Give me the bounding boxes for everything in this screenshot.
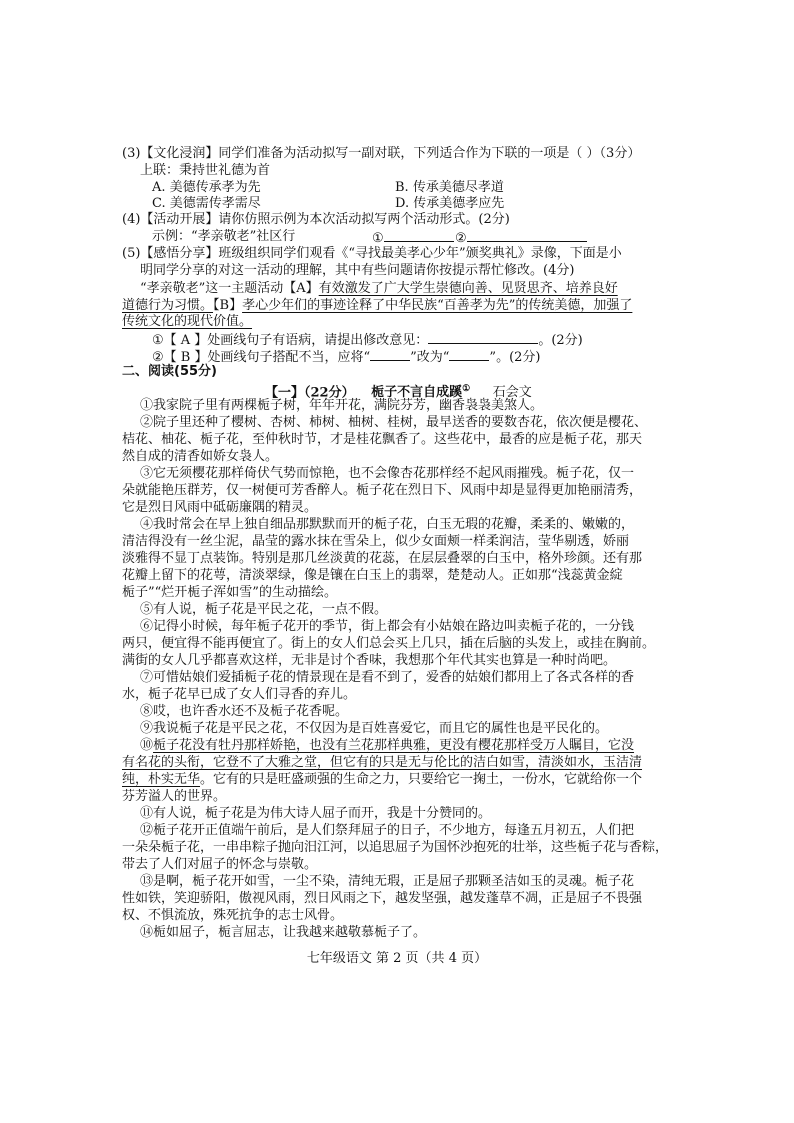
para-line: ⑨我说栀子花是平民之花，不仅因为是百姓喜爱它，而且它的属性也是平民化的。	[140, 721, 609, 736]
q5-sub2-score: ”。(2分)	[489, 350, 541, 365]
q3-upper-couplet: 上联：秉持世礼德为首	[140, 163, 271, 178]
q5-sub1-score: 。(2分)	[538, 333, 583, 348]
q3-option-c: C. 美德需传孝需尽	[152, 196, 261, 211]
section-reading-heading: 二、阅读(55分)	[122, 364, 217, 379]
q4-blank-2-label: ②	[455, 231, 467, 246]
q3-stem: (3)【文化浸润】同学们准备为活动拟写一副对联，下列适合作为下联的一项是（ ）（3分）	[122, 146, 641, 161]
q5-passage-line2	[122, 298, 632, 314]
para-line: ⑪有人说，栀子花是为伟大诗人屈子而开，我是十分赞同的。	[140, 806, 492, 821]
para-line: 朵就能艳压群芳，仅一树便可芳香醉人。栀子花在烈日下、风雨中却是显得更加艳丽清秀，	[122, 483, 643, 498]
para-line: 带去了人们对屈子的怀念与崇敬。	[122, 857, 318, 872]
q5-sentence-a: 有效激发了广大学生崇德向善、见贤思齐、培养良好	[318, 281, 618, 296]
q5-passage-line3: 传统文化的现代价值。	[122, 314, 253, 329]
reading-title: 栀子不言自成蹊	[371, 385, 463, 401]
para-line: ②院子里还种了樱树、杏树、柿树、柚树、桂树，最早送香的要数杏花，依次便是樱花、	[140, 415, 648, 430]
q5-marker-b: 【B】	[213, 298, 243, 313]
para-line: 性如铁，笑迎骄阳，傲视风雨，烈日风雨之下，越发坚强，越发蓬草不凋，正是屈子不畏强	[122, 891, 643, 906]
reading-author: 石会文	[492, 385, 532, 401]
para-line: 清洁得没有一丝尘泥，晶莹的露水抹在雪朵上，似少女面颊一样柔润洁，莹华剔透，娇丽	[122, 534, 630, 549]
q3-option-b: B. 传承美德尽孝道	[395, 180, 504, 195]
q4-example: 示例：“孝亲敬老”社区行	[152, 229, 296, 244]
q5-sub2-mid: ”改为“	[410, 350, 450, 365]
q5-sentence-b: 孝心少年们的事迹诠释了中华民族“百善孝为先”的传统美德，加强了	[242, 298, 633, 313]
para10-rest: 。它有的只是旺盛顽强的生命之力，只要给它一掬土，一份水，它就给你一个	[200, 772, 643, 787]
para-line: 一朵朵栀子花，一串串粽子抛向汨江河，以追思屈子为国怀沙抱死的壮举，这些栀子花与香粽，	[122, 840, 669, 855]
para-line: ④我时常会在早上独自细品那默默而开的栀子花，白玉无瑕的花瓣，柔柔的、嫩嫩的，	[140, 517, 635, 532]
page-footer: 七年级语文 第 2 页（共 4 页）	[306, 951, 488, 966]
para-line: 两只，便宜得不能再便宜了。街上的女人们总会买上几只，插在后脑的头发上，或挂在胸前。	[122, 636, 656, 651]
q3-option-d: D. 传承美德孝应先	[395, 196, 505, 211]
para-line: 权、不惧流放，殊死抗争的志士风骨。	[122, 908, 344, 923]
para-line: ⑤有人说，栀子花是平民之花，一点不假。	[140, 602, 388, 617]
para-line: ⑥记得小时候，每年栀子花开的季节，街上都会有小姑娘在路边叫卖栀子花的，一分钱	[140, 619, 635, 634]
para-line: ⑫栀子花开正值端午前后，是人们祭拜屈子的日子，不少地方，每逢五月初五，人们把	[140, 823, 635, 838]
para-line: 满街的女人几乎都喜欢这样，无非是讨个香味，我想那个年代其实也算是一种时尚吧。	[122, 653, 617, 668]
q4-blank-1[interactable]	[372, 229, 454, 247]
q4-blank-1-label: ①	[372, 231, 384, 246]
para-line: 淡雅得不显丁点装饰。特别是那几丝淡黄的花蕊，在层层叠翠的白玉中，格外珍颜。还有那	[122, 551, 643, 566]
para-line: 水，栀子花早已成了女人们寻香的弃儿。	[122, 687, 357, 702]
q5-sub2-answer-line-1[interactable]	[370, 348, 410, 361]
para-line: ⑧哎，也许香水还不及栀子花香呢。	[140, 704, 349, 719]
q5-passage-line1	[140, 281, 618, 297]
q5-marker-a-text: “孝亲敬老”这一主题活动【A】	[140, 281, 319, 296]
para10-number: ⑩	[140, 738, 154, 753]
para-line: 它是烈日风雨中砥砺廉隅的精灵。	[122, 500, 318, 515]
para-line: 桔花、柚花、栀子花，至仲秋时节，才是桂花飘香了。这些花中，最香的应是栀子花，那天	[122, 432, 643, 447]
q4-blank-2[interactable]	[455, 229, 587, 247]
para10-line3	[122, 772, 642, 788]
q5-sentence-a-end: 道德行为习惯。	[122, 298, 214, 313]
para-line: ⑬是啊，栀子花开如雪，一尘不染，清纯无瑕，正是屈子那颗圣洁如玉的灵魂。栀子花	[140, 874, 635, 889]
q4-stem: (4)【活动开展】请你仿照示例为本次活动拟写两个活动形式。(2分)	[122, 212, 510, 227]
q5-stem-line1: (5)【感悟分享】班级组织同学们观看《“寻找最美孝心少年”颁奖典礼》录像，下面是小	[122, 246, 622, 261]
para10-line2: 有名花的头衔，它登不了大雅之堂，但它有的只是无与伦比的洁白如雪，清淡如水，玉洁清	[122, 755, 643, 770]
q4-blank-2-line	[467, 229, 587, 242]
q5-sub1	[152, 331, 583, 349]
q5-stem-line2: 明同学分享的对这一活动的理解，其中有些问题请你按提示帮忙修改。(4分)	[140, 263, 575, 278]
para-line: 花瓣上留下的花萼，清淡翠绿，像是镶在白玉上的翡翠，楚楚动人。正如那“浅蕊黄金綻	[122, 568, 623, 583]
para-line: 然自成的清香如娇女袅人。	[122, 449, 279, 464]
para10-underlined-1: 栀子花没有牡丹那样娇艳，也没有兰花那样典雅，更没有樱花那样受万人瞩目，它没	[153, 738, 635, 753]
q5-sub2-answer-line-2[interactable]	[449, 348, 489, 361]
para10-underlined-3: 纯，朴实无华	[122, 772, 201, 787]
q3-option-a: A. 美德传承孝为先	[152, 180, 261, 195]
reading-note-marker: ①	[462, 384, 471, 394]
q4-blank-1-line	[384, 229, 454, 242]
para10-line4: 芬芳溢人的世界。	[122, 789, 227, 804]
para-line: 栀子”“烂开栀子浑如雪”的生动描绘。	[122, 585, 337, 600]
para-line: ⑦可惜姑娘们爱插栀子花的情景现在是看不到了，爱香的姑娘们都用上了各式各样的香	[140, 670, 635, 685]
para-line: ③它无须樱花那样倚伏气势而惊艳，也不会像杏花那样经不起风雨摧残。栀子花，仅一	[140, 466, 635, 481]
para10-line1	[140, 738, 634, 754]
q5-sub1-answer-line[interactable]	[428, 331, 538, 344]
para-line: ⑭栀如屈子，栀言屈志，让我越来越敬慕栀子了。	[140, 925, 427, 940]
reading-label: 【一】（22分）	[265, 385, 355, 401]
para-line: ①我家院子里有两棵栀子树，年年开花，满院芬芳，幽香袅袅美煞人。	[140, 398, 544, 413]
q5-sub2-text: ②【 B 】处画线句子搭配不当，应将“	[152, 350, 371, 365]
q5-sub1-text: ①【 A 】处画线句子有语病，请提出修改意见：	[152, 333, 429, 348]
